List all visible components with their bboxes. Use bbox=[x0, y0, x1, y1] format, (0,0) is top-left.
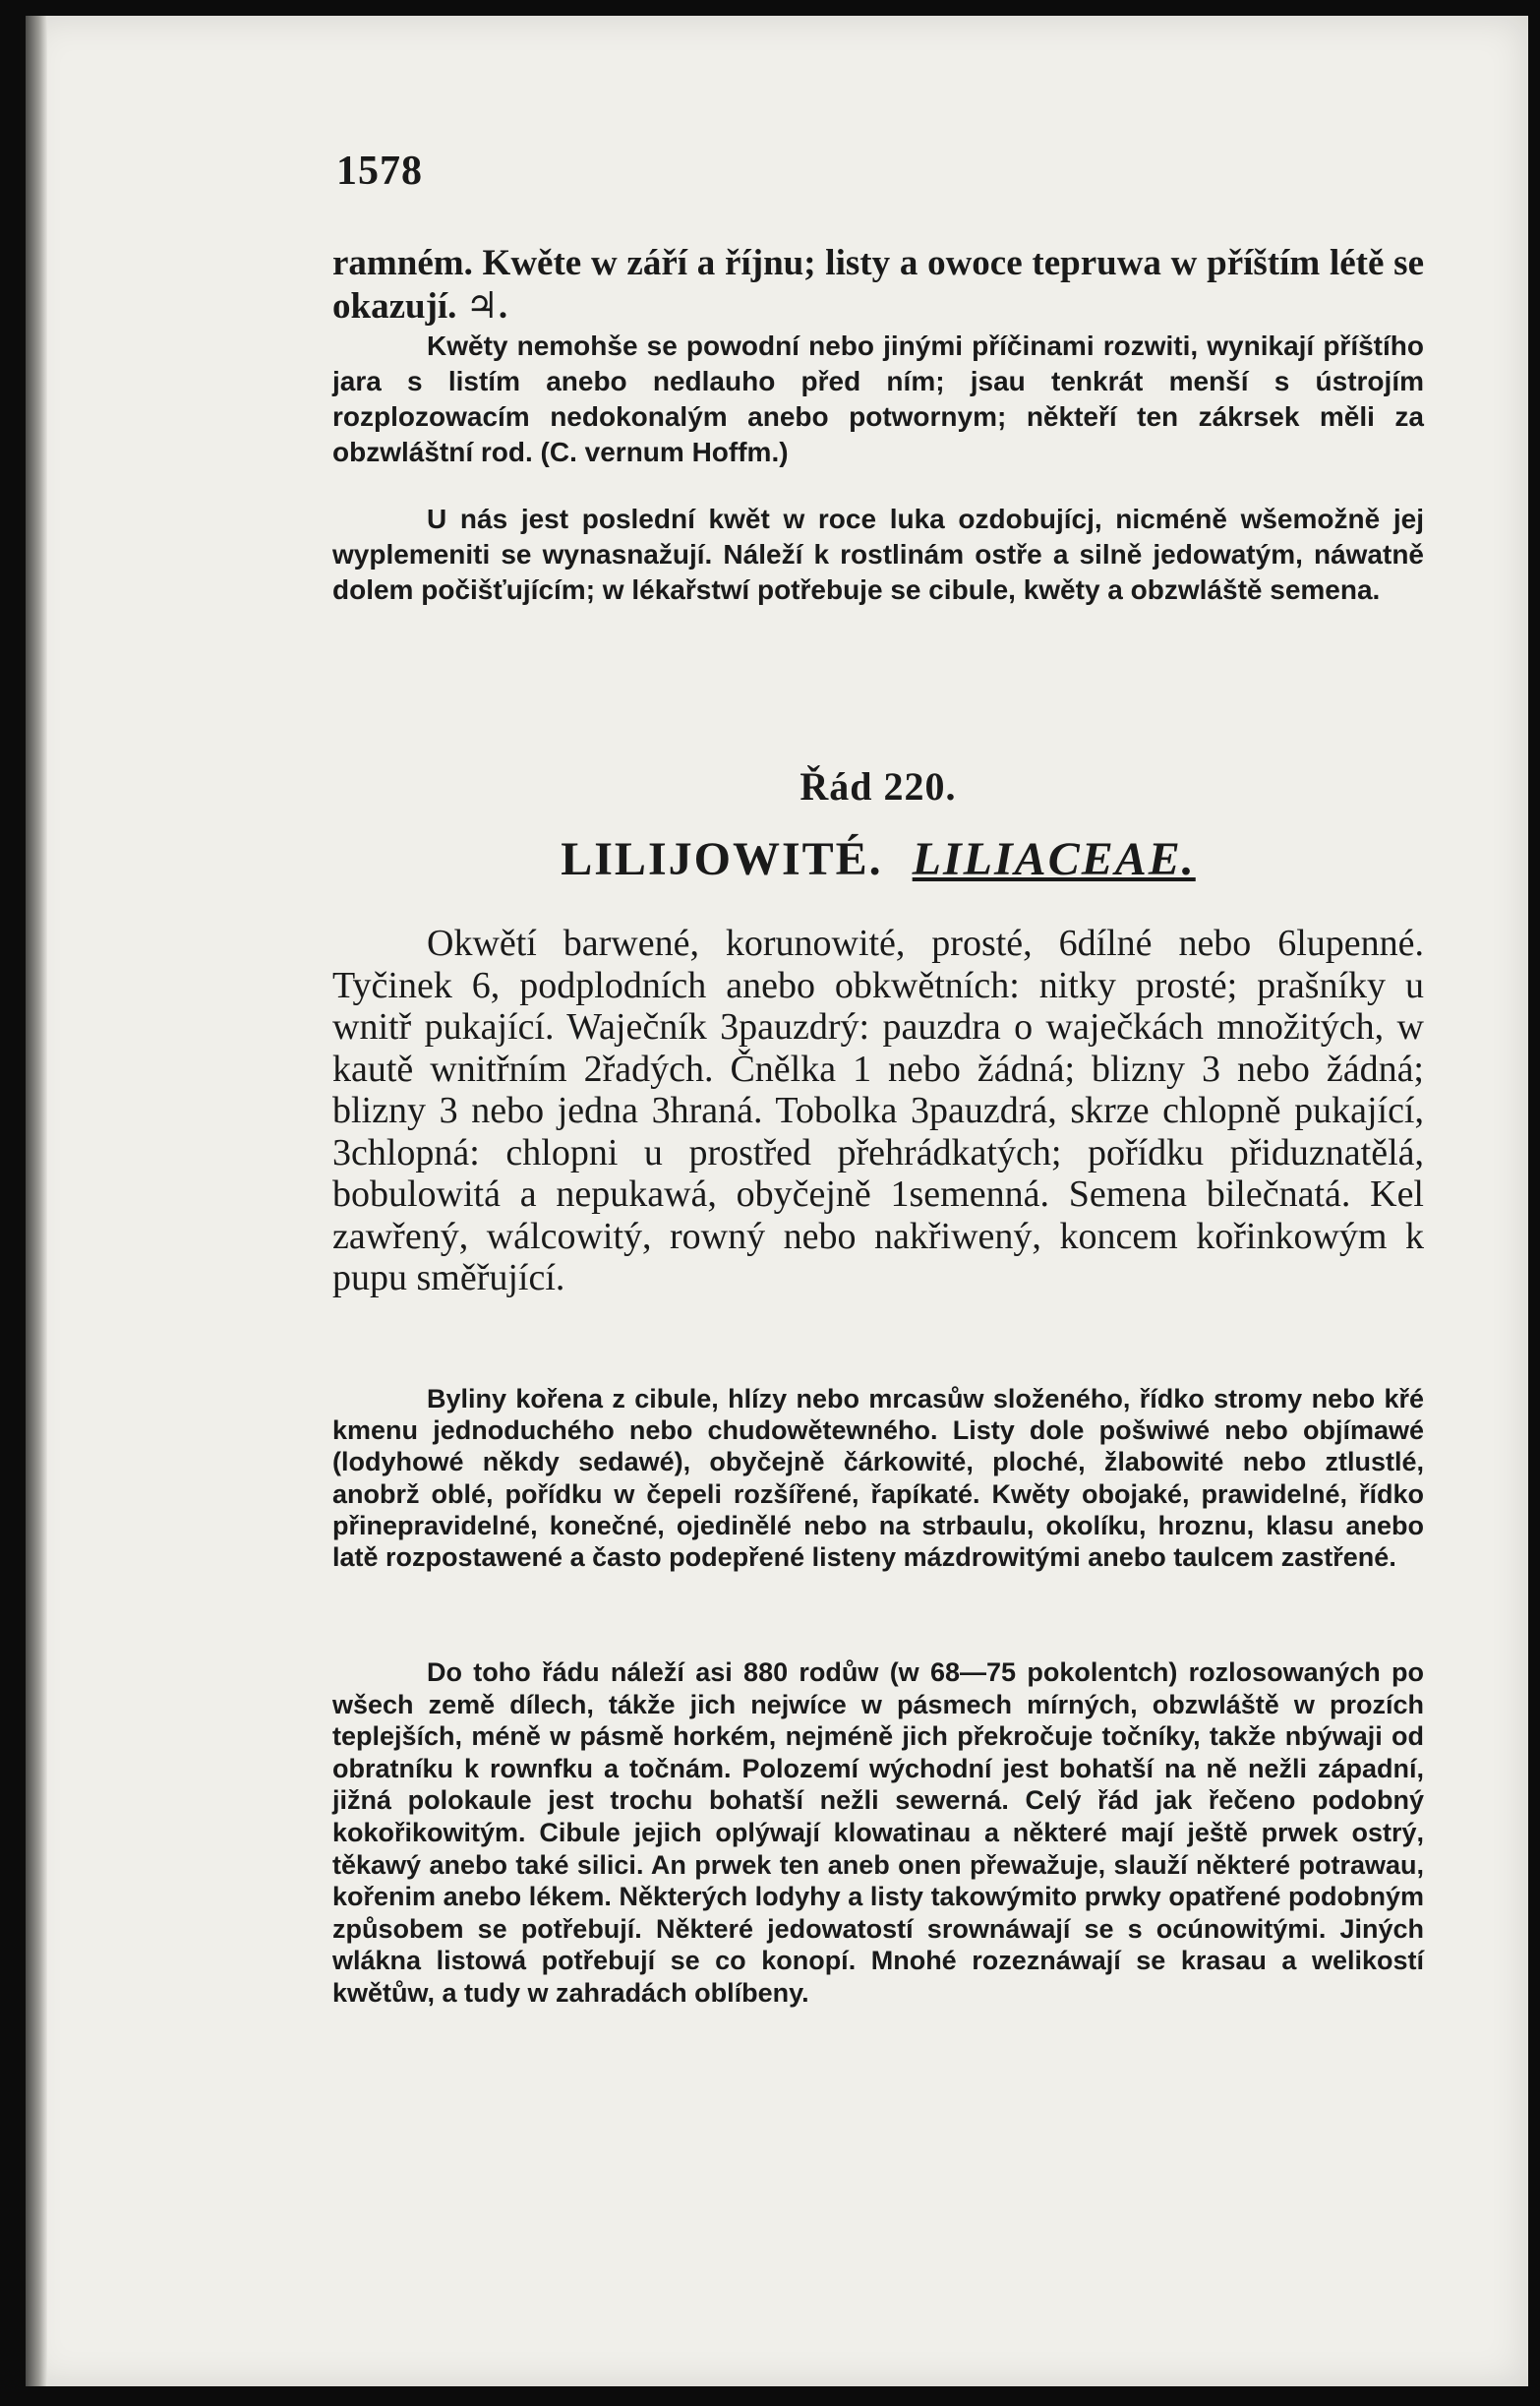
body-paragraph: Do toho řádu náleží asi 880 rodůw (w 68—75 pokolentch) rozlosowaných po wšech země dílech, tákže jich nejwíce w pásmech mírných, obzwláště w prozích teplejších, méně w pásmě horkém, nejméně jich překročuje točníky, takže nbýwaji od obratníku k rownfku a točnám. Polozemí wýchodní jest bohatší na ně nežli západní, jižná polokaule jest trochu bohatší nežli sewerná. Celý řád jak řečeno podobný kokořikowitým. Cibule jejich oplýwají klowatinau a některé mají ještě prwek ostrý, těkawý anebo také silici. An prwek ten aneb onen přewažuje, slauží některé potrawau, kořenim anebo lékem. Některých lodyhy a listy takowýmito prwky opatřené podobným způsobem se potřebují. Některé jedowatostí srownáwají se s ocúnowitými. Jiných wlákna listowá potřebují se co konopí. Mnohé rozeznáwají se krasau a welikostí kwětůw, a tudy w zahradách oblíbeny. bbox=[332, 1657, 1424, 2008]
family-description: Okwětí barwené, korunowité, prosté, 6dílné nebo 6lupenné. Tyčinek 6, podplodních anebo obkwětních: nitky prosté; prašníky u wnitř pukající. Waječník 3pauzdrý: pauzdra o waječkách množitých, w kautě wnitřním 2řadých. Čnělka 1 nebo žádná; blizny 3 nebo žádná; blizny 3 nebo jedna 3hraná. Tobolka 3pauzdrá, skrze chlopně pukající, 3chlopná: chlopni u prostřed přehrádkatých; pořídku přiduznatělá, bobulowitá a nepukawá, obyčejně 1semenná. Semena bilečnatá. Kel zawřený, wálcowitý, rowný nebo nakřiwený, koncem kořinkowým k pupu směřující. bbox=[332, 923, 1424, 1298]
body-paragraph: Byliny kořena z cibule, hlízy nebo mrcasůw složeného, řídko stromy nebo křé kmenu jednoduchého nebo chudowětewného. Listy dole pošwiwé nebo objímawé (lodyhowé někdy sedawé), obyčejně čárkowité, ploché, žlabowité nebo ztlustlé, anobrž oblé, pořídku w čepeli rozšířené, řapíkaté. Kwěty obojaké, prawidelné, řídko přinepravidelné, konečné, ojedinělé nebo na strbaulu, okolíku, hroznu, klasu anebo latě rozpostawené a často podepřené listeny mázdrowitými anebo taulcem zastřené. bbox=[332, 1384, 1424, 1573]
page-number: 1578 bbox=[336, 149, 423, 194]
lead-text: ramném. Kwěte w září a říjnu; listy a owoce tepruwa w příštím létě se okazují. ♃. bbox=[332, 243, 1424, 327]
family-heading bbox=[332, 832, 1424, 886]
order-heading: Řád 220. bbox=[800, 764, 957, 809]
note-paragraph: Kwěty nemohše se powodní nebo jinými příčinami rozwiti, wynikají příštího jara s listím anebo nedlauho před ním; jsau tenkrát menší s ústrojím rozplozowacím nedokonalým anebo potwornym; někteří ten zákrsek měli za obzwláštní rod. (C. vernum Hoffm.) bbox=[332, 331, 1424, 467]
page-binding-edge bbox=[26, 16, 47, 2386]
note-paragraph: U nás jest poslední kwět w roce luka ozdobujícj, nicméně wšemožně jej wyplemeniti se wynasnažují. Náleží k rostlinám ostře a silně jedowatým, náwatně dolem počišťujícím; w lékařstwí potřebuje se cibule, kwěty a obzwláště semena. bbox=[332, 504, 1424, 605]
book-page bbox=[26, 16, 1528, 2386]
family-name-czech: LILIJOWITÉ. bbox=[561, 833, 883, 885]
family-name-latin: LILIACEAE. bbox=[912, 833, 1196, 885]
